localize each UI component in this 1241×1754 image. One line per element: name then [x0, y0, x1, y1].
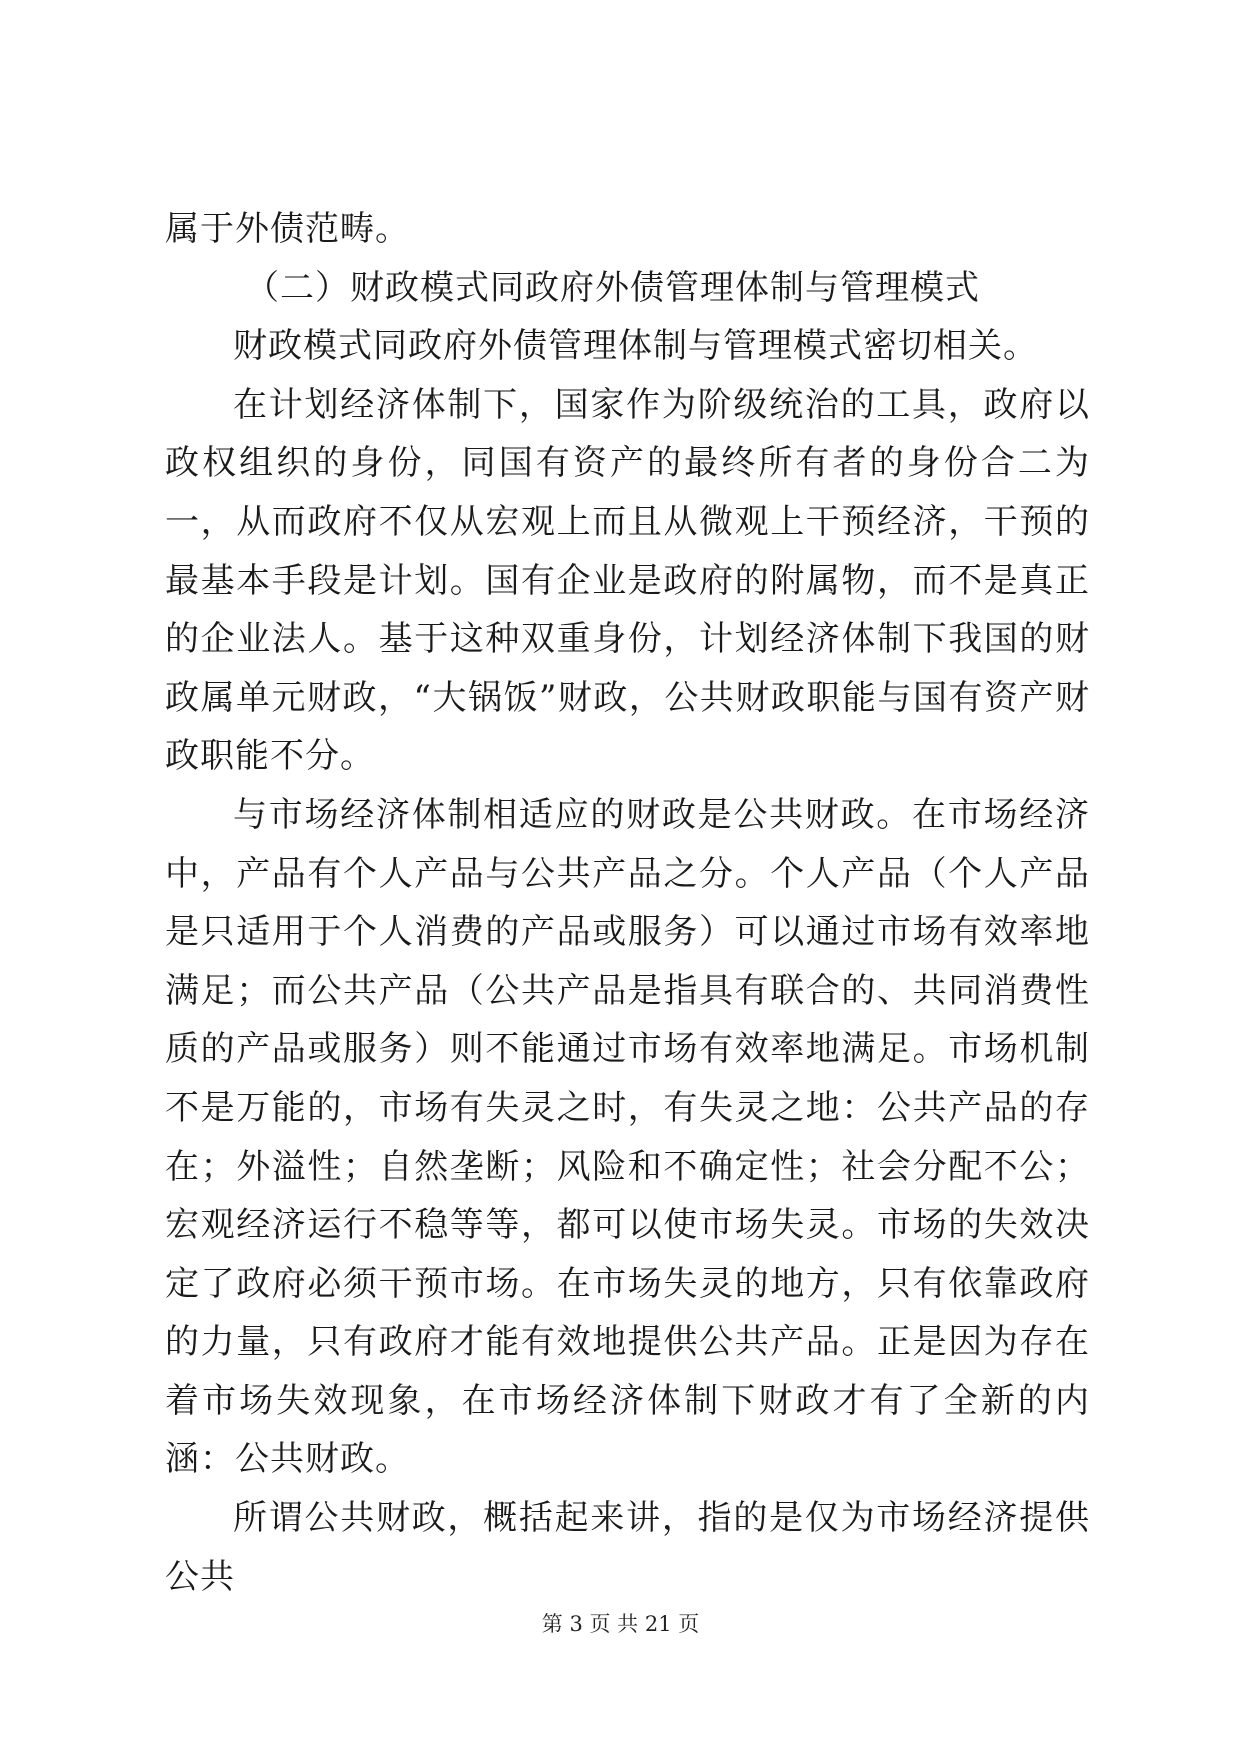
paragraph-continuation: 属于外债范畴。 [165, 209, 410, 249]
section-heading: （二）财政模式同政府外债管理体制与管理模式 [245, 267, 980, 308]
document-body [165, 200, 1090, 1606]
paragraph: 与市场经济体制相适应的财政是公共财政。在市场经济中，产品有个人产品与公共产品之分。个人产品（个人产品是只适用于个人消费的产品或服务）可以通过市场有效率地满足；而公共产品（公共产品是指具有联合的、共同消费性质的产品或服务）则不能通过市场有效率地满足。市场机制不是万能的，市场有失灵之时，有失灵之地：公共产品的存在；外溢性；自然垄断；风险和不确定性；社会分配不公；宏观经济运行不稳等等，都可以使市场失灵。市场的失效决定了政府必须干预市场。在市场失灵的地方，只有依靠政府的力量，只有政府才能有效地提供公共产品。正是因为存在着市场失效现象，在市场经济体制下财政才有了全新的内涵：公共财政。 [165, 794, 1090, 1480]
paragraph: 财政模式同政府外债管理体制与管理模式密切相关。 [233, 326, 1038, 367]
paragraph: 在计划经济体制下，国家作为阶级统治的工具，政府以政权组织的身份，同国有资产的最终所有者的身份合二为一，从而政府不仅从宏观上而且从微观上干预经济，干预的最基本手段是计划。国有企业是政府的附属物，而不是真正的企业法人。基于这种双重身份，计划经济体制下我国的财政属单元财政，“大锅饭”财政，公共财政职能与国有资产财政职能不分。 [165, 384, 1090, 777]
paragraph: 所谓公共财政，概括起来讲，指的是仅为市场经济提供公共 [165, 1498, 1090, 1597]
page-footer: 第 3 页 共 21 页 [541, 1612, 700, 1636]
